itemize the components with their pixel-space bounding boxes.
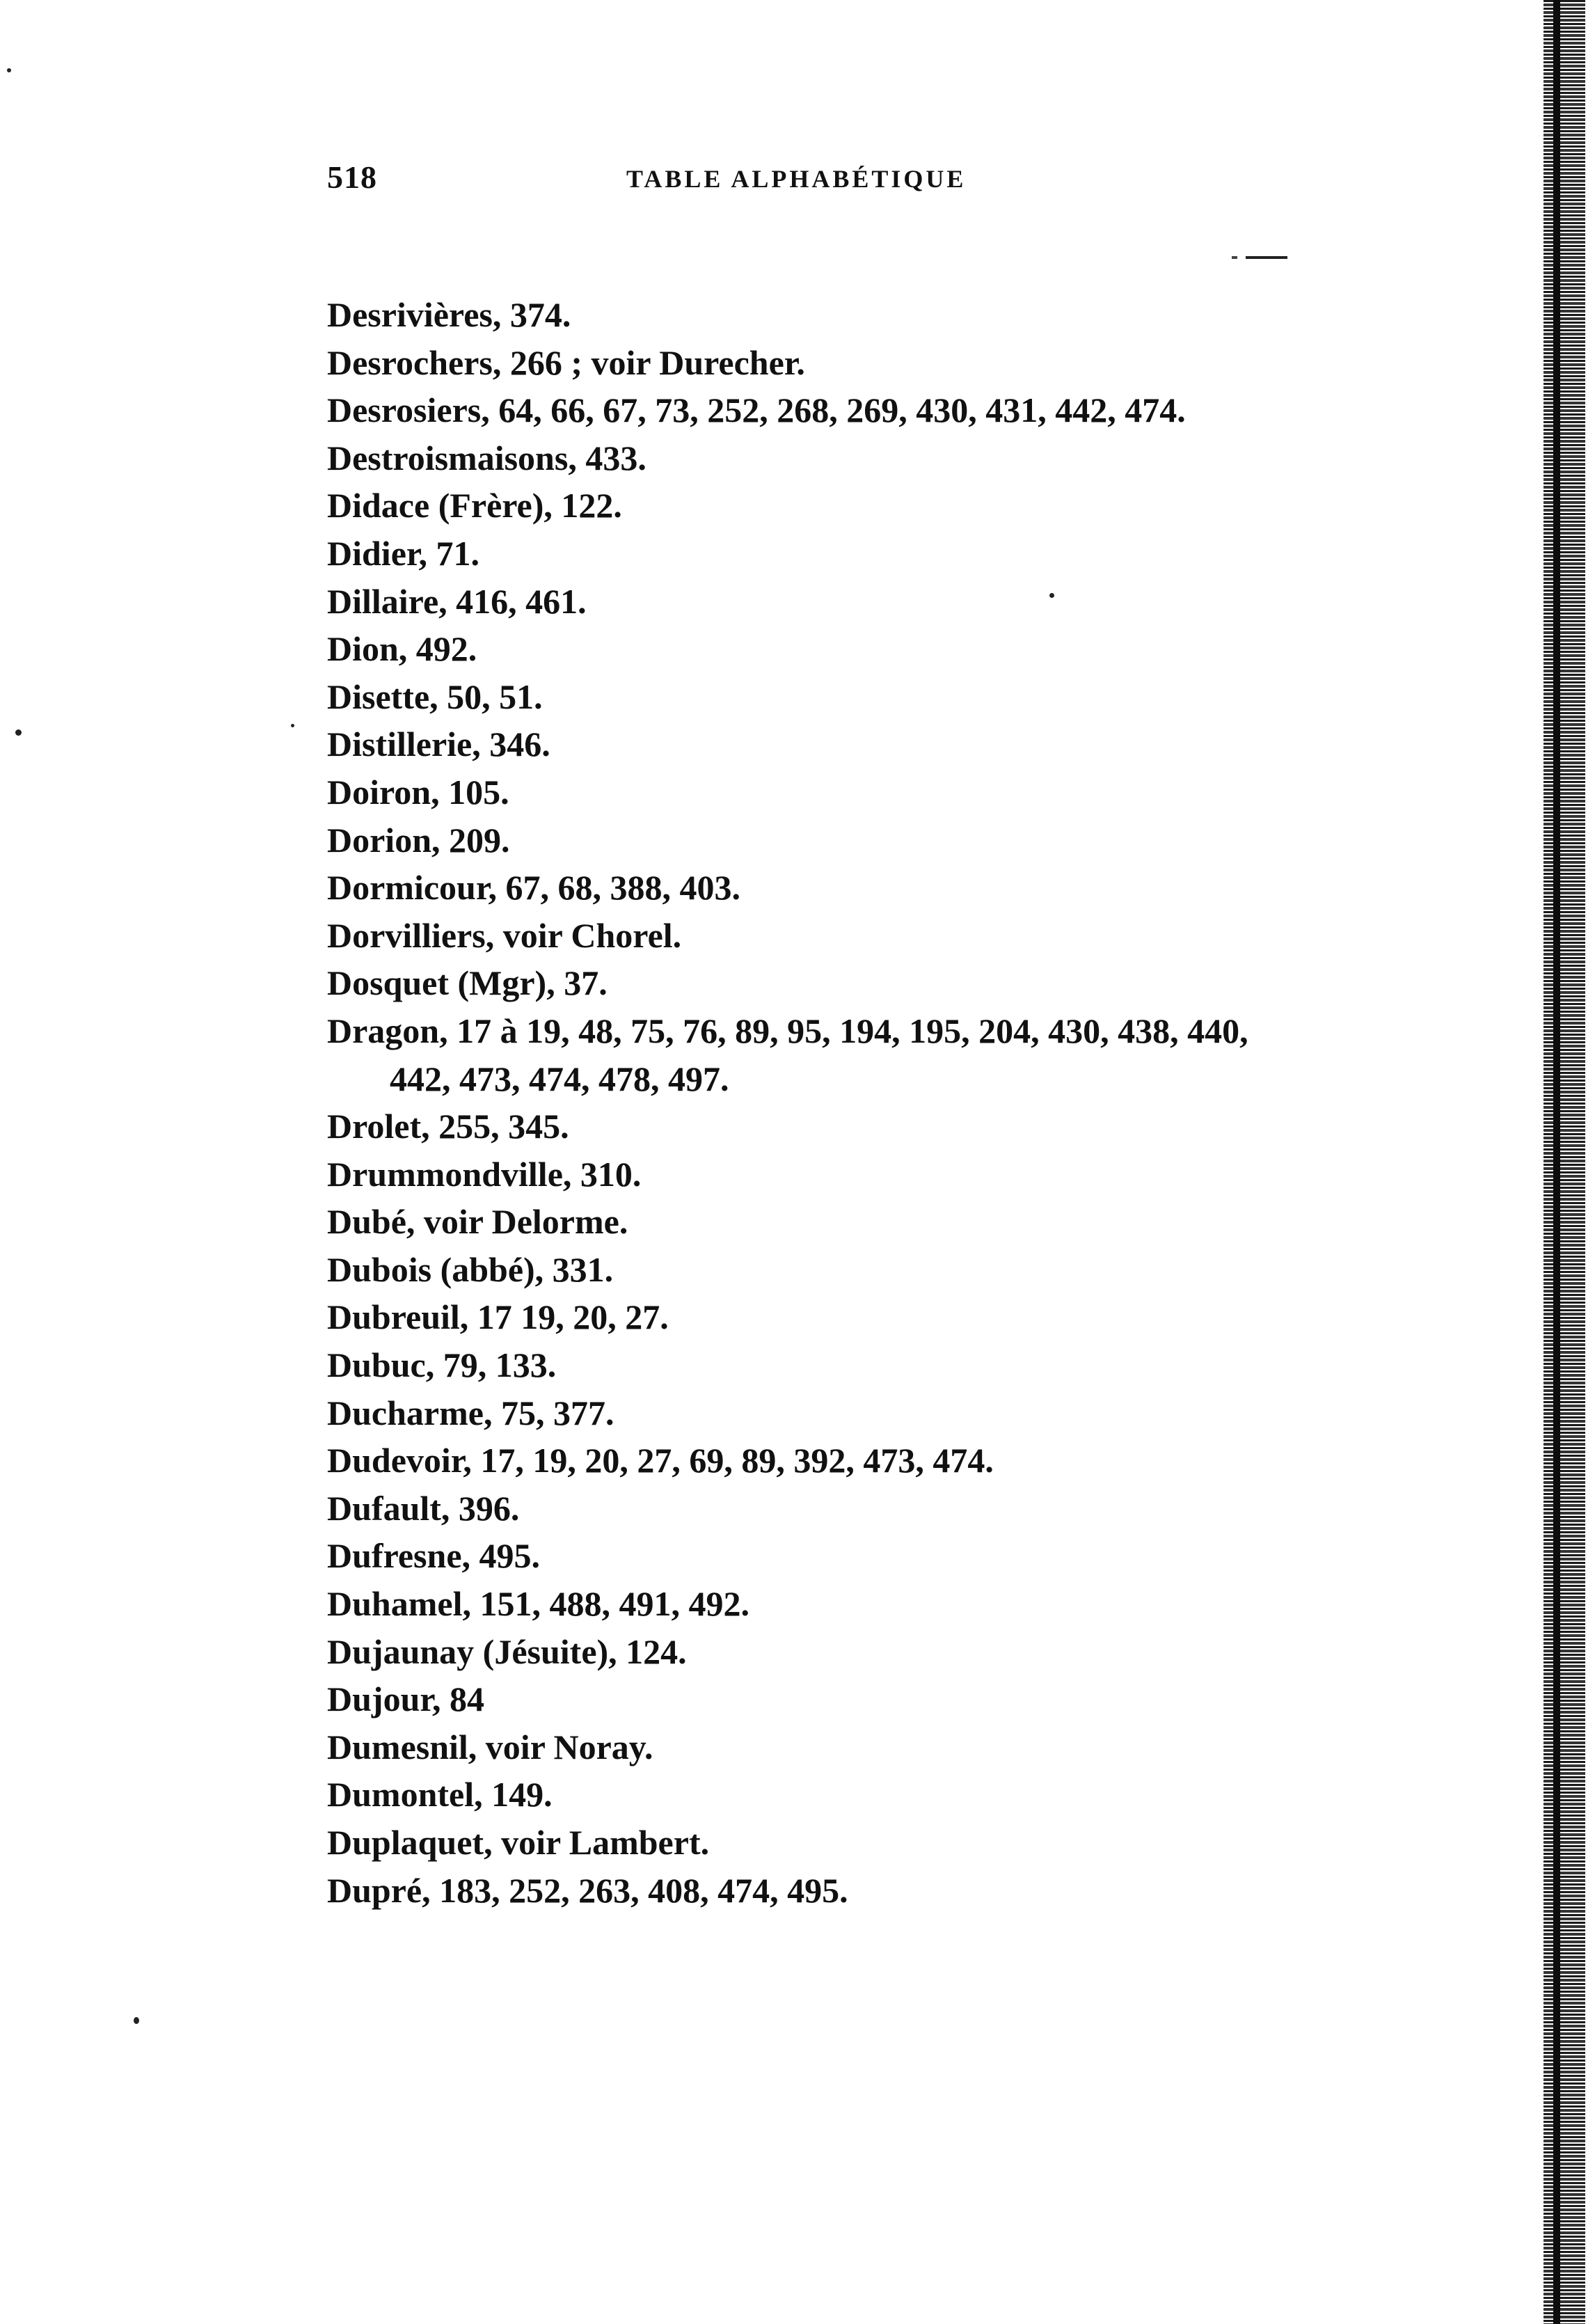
index-entry: Dujour, 84 (327, 1679, 484, 1719)
index-entry: Dragon, 17 à 19, 48, 75, 76, 89, 95, 194, 195, 204, 430, 438, 440, 442, 473, 474, 478, 497. (327, 1011, 1248, 1098)
index-entry: Ducharme, 75, 377. (327, 1393, 614, 1432)
index-entry: Dubois (abbé), 331. (327, 1249, 614, 1289)
running-title: TABLE ALPHABÉTIQUE (626, 165, 967, 193)
index-entry: Doiron, 105. (327, 772, 509, 812)
index-entry: Drolet, 255, 345. (327, 1107, 569, 1146)
index-entry: Dosquet (Mgr), 37. (327, 963, 608, 1003)
scan-speck (15, 729, 22, 736)
index-entry: Dubé, voir Delorme. (327, 1202, 628, 1242)
index-entry: Dumontel, 149. (327, 1775, 553, 1815)
index-entry: Dupré, 183, 252, 263, 408, 474, 495. (327, 1870, 848, 1910)
index-entry: Dufault, 396. (327, 1488, 520, 1528)
index-entry: Dubuc, 79, 133. (327, 1345, 557, 1385)
index-entry: Destroismaisons, 433. (327, 438, 646, 477)
header-rule-dot (1232, 256, 1237, 259)
index-entry: Drummondville, 310. (327, 1154, 642, 1194)
header-rule (1246, 256, 1287, 259)
index-entry: Didace (Frère), 122. (327, 486, 622, 525)
page-edge-line (1553, 0, 1560, 2324)
index-entry: Distillerie, 346. (327, 725, 550, 764)
index-entry: Dudevoir, 17, 19, 20, 27, 69, 89, 392, 473, 474. (327, 1441, 994, 1480)
index-entry: Desrosiers, 64, 66, 67, 73, 252, 268, 269, 430, 431, 442, 474. (327, 390, 1186, 430)
scan-speck (134, 2017, 139, 2024)
scan-speck (7, 68, 11, 72)
index-entry: Duplaquet, voir Lambert. (327, 1823, 710, 1862)
index-entry: Dubreuil, 17 19, 20, 27. (327, 1297, 669, 1337)
index-entry: Dorion, 209. (327, 820, 510, 860)
index-entry: Dumesnil, voir Noray. (327, 1727, 653, 1766)
index-entry: Desrivières, 374. (327, 295, 571, 334)
index-entry: Duhamel, 151, 488, 491, 492. (327, 1584, 749, 1624)
index-list (327, 291, 1315, 1914)
scan-speck (291, 724, 294, 727)
index-entry: Dormicour, 67, 68, 388, 403. (327, 868, 740, 908)
page-edge-scan-artifact (1544, 0, 1585, 2324)
index-entry: Dufresne, 495. (327, 1536, 541, 1576)
index-entry: Disette, 50, 51. (327, 677, 543, 716)
page-number: 518 (327, 159, 377, 195)
scan-speck (1049, 593, 1054, 598)
index-entry: Dujaunay (Jésuite), 124. (327, 1631, 687, 1671)
page-header (327, 159, 1315, 200)
index-entry: Dillaire, 416, 461. (327, 581, 587, 621)
index-entry: Dion, 492. (327, 629, 477, 669)
index-entry: Dorvilliers, voir Chorel. (327, 915, 682, 955)
index-entry: Desrochers, 266 ; voir Durecher. (327, 342, 805, 382)
index-entry: Didier, 71. (327, 533, 479, 573)
